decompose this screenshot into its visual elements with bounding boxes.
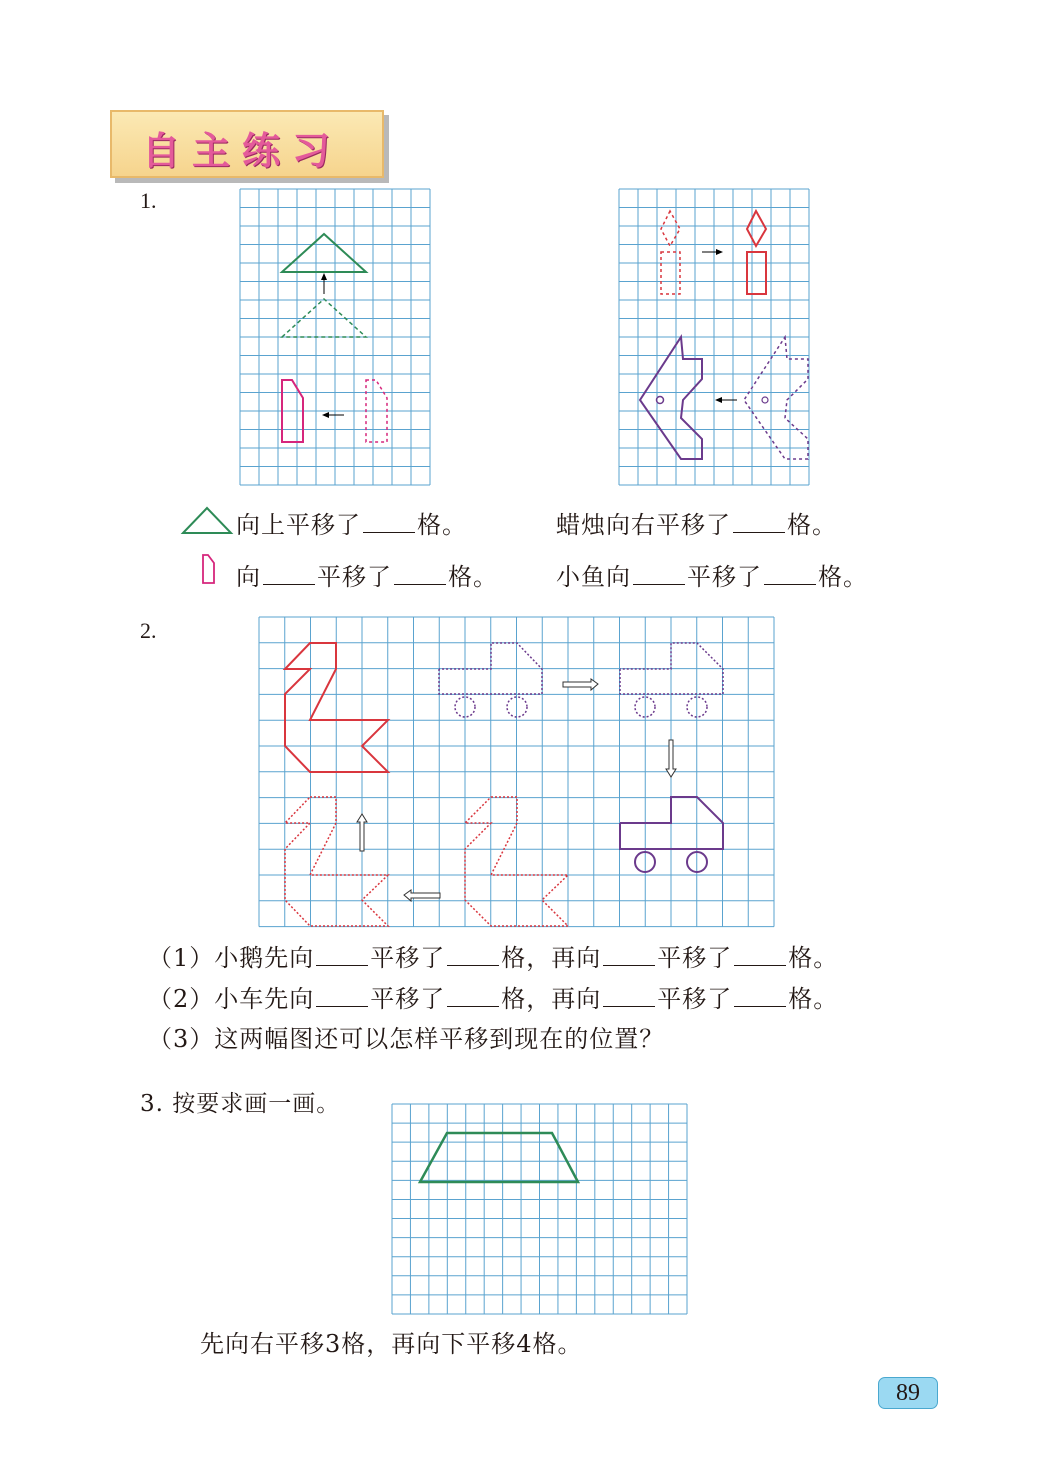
answer-blank[interactable] — [764, 564, 816, 585]
answer-blank[interactable] — [447, 986, 499, 1007]
answer-blank[interactable] — [733, 512, 785, 533]
hollow-arrow-left — [404, 890, 440, 901]
q3-grid[interactable] — [392, 1104, 687, 1314]
q2-grid — [259, 617, 774, 927]
answer-blank[interactable] — [316, 945, 368, 966]
q3-instruction: 先向右平移3格，再向下平移4格。 — [200, 1330, 583, 1358]
answer-blank[interactable] — [734, 945, 786, 966]
candle-shape-icon — [201, 553, 217, 585]
candle-flame — [747, 211, 766, 246]
q3-heading: 3. 按要求画一画。 — [140, 1091, 341, 1117]
section-title-banner — [110, 110, 384, 178]
hollow-arrow-up — [357, 814, 367, 851]
answer-blank[interactable] — [394, 564, 446, 585]
q1-right-grid — [619, 189, 809, 485]
answer-blank[interactable] — [633, 564, 685, 585]
answer-blank[interactable] — [363, 512, 415, 533]
trapezoid — [420, 1133, 578, 1182]
answer-blank[interactable] — [447, 945, 499, 966]
candle-body — [747, 252, 766, 294]
q1-line2-right: 小鱼向 平移了 格。 — [556, 563, 868, 591]
page-number: 89 — [878, 1377, 938, 1409]
candle-flame-dashed — [661, 211, 680, 246]
answer-blank[interactable] — [603, 945, 655, 966]
q1-line1-right: 蜡烛向右平移了 格。 — [556, 511, 837, 539]
q1-line2-left: 向 平移了 格。 — [236, 563, 498, 591]
section-title: 自主练习 — [142, 129, 343, 173]
answer-blank[interactable] — [734, 986, 786, 1007]
triangle-icon — [181, 505, 233, 535]
q2-sub2: （2）小车先向 平移了 格，再向 平移了 格。 — [148, 985, 839, 1013]
triangle-green — [282, 234, 366, 272]
q2-sub1: （1）小鹅先向 平移了 格，再向 平移了 格。 — [148, 944, 839, 972]
q1-number: 1. — [140, 188, 157, 213]
q1-left-grid — [240, 189, 430, 485]
answer-blank[interactable] — [316, 986, 368, 1007]
q2-number: 2. — [140, 618, 157, 643]
answer-blank[interactable] — [603, 986, 655, 1007]
answer-blank[interactable] — [263, 564, 315, 585]
candle-body-dashed — [661, 252, 680, 294]
q1-line1-left: 向上平移了 格。 — [236, 511, 467, 539]
q2-sub3: （3）这两幅图还可以怎样平移到现在的位置？ — [148, 1025, 665, 1053]
